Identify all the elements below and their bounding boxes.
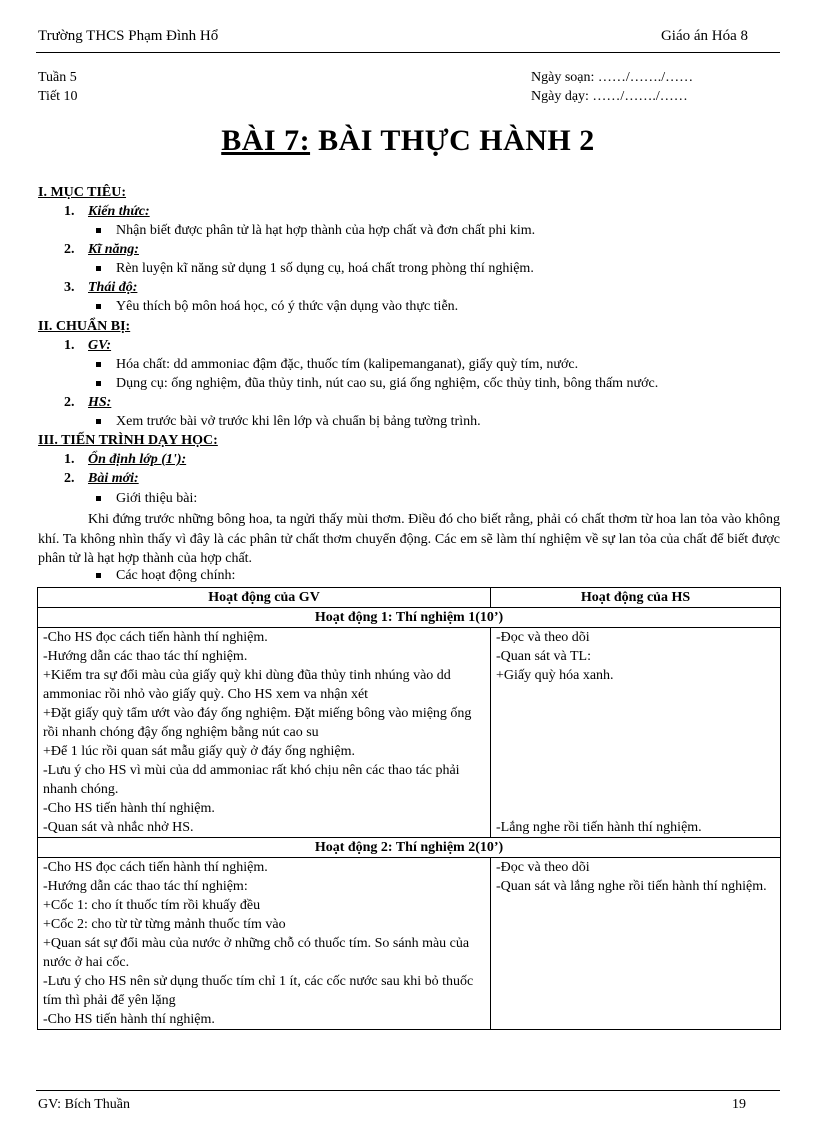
section-preparation: II. CHUẨN BỊ: (38, 319, 131, 334)
sub-class-order: 1. Ổn định lớp (1'): (64, 452, 187, 467)
activities-table (37, 587, 781, 1030)
list-item: -Hướng dẫn các thao tác thí nghiệm: (43, 879, 248, 894)
list-item: +Đặt giấy quỳ tẩm ướt vào đáy ống nghiệm. Đặt miếng bông vào miệng ống rồi nhanh chóng đậy ống nghiệm bằng nút cao su (43, 706, 472, 740)
list-item: +Để 1 lúc rồi quan sát mẫu giấy quỳ ở đáy ống nghiệm. (43, 744, 355, 759)
footer-divider (36, 1090, 780, 1091)
list-item: +Cốc 2: cho từ từ từng mảnh thuốc tím vào (43, 917, 286, 932)
main-activities-label: Các hoạt động chính: (116, 568, 236, 583)
section-process: III. TIẾN TRÌNH DẠY HỌC: (38, 433, 218, 448)
activity-1-gv-cell (38, 628, 491, 838)
list-item: -Quan sát và TL: (496, 649, 591, 664)
sub-new-lesson: 2. Bài mới: (64, 471, 139, 486)
activity-1-title: Hoạt động 1: Thí nghiệm 1(10’) (38, 608, 781, 628)
activity-title-row (38, 608, 781, 628)
sub-hs: 2. HS: (64, 395, 112, 410)
activity-1-hs-cell (491, 628, 781, 838)
table-header-row (38, 588, 781, 608)
gv-item-tools: Dụng cụ: ống nghiệm, đũa thủy tinh, nút cao su, giá ống nghiệm, cốc thủy tinh, bông thấm nước. (116, 376, 659, 391)
list-item: -Lưu ý cho HS nên sử dụng thuốc tím chỉ 1 ít, các cốc nước sau khi bỏ thuốc tím thì phải để yên lặng (43, 974, 474, 1008)
list-item: -Đọc và theo dõi (496, 860, 590, 875)
lesson-number: BÀI 7: (221, 124, 311, 157)
activity-row (38, 628, 781, 838)
gv-item-chemicals: Hóa chất: dd ammoniac đậm đặc, thuốc tím (kalipemanganat), giấy quỳ tím, nước. (116, 357, 579, 372)
list-item: -Quan sát và nhắc nhở HS. (43, 820, 194, 835)
list-item: -Cho HS tiến hành thí nghiệm. (43, 1012, 215, 1027)
col-header-hs: Hoạt động của HS (491, 588, 781, 608)
page-number: 19 (732, 1097, 746, 1112)
list-item: -Đọc và theo dõi (496, 630, 590, 645)
header-subject: Giáo án Hóa 8 (660, 28, 748, 44)
list-item: -Hướng dẫn các thao tác thí nghiệm. (43, 649, 248, 664)
period: Tiết 10 (38, 89, 78, 104)
teach-date: Ngày dạy: ……/……./…… (531, 89, 688, 104)
prep-date: Ngày soạn: ……/……./…… (531, 70, 694, 85)
col-header-gv: Hoạt động của GV (38, 588, 491, 608)
week: Tuần 5 (38, 70, 77, 85)
list-item: -Quan sát và lắng nghe rồi tiến hành thí nghiệm. (496, 879, 767, 894)
lesson-name: BÀI THỰC HÀNH 2 (318, 124, 595, 157)
list-item: +Quan sát sự đổi màu của nước ở những chỗ có thuốc tím. So sánh màu của nước ở hai cốc. (43, 936, 470, 970)
list-item: +Giấy quỳ hóa xanh. (496, 668, 614, 683)
activity-row (38, 858, 781, 1030)
list-item: +Cốc 1: cho ít thuốc tím rồi khuấy đều (43, 898, 261, 913)
list-item: -Cho HS tiến hành thí nghiệm. (43, 801, 215, 816)
list-item: -Cho HS đọc cách tiến hành thí nghiệm. (43, 630, 268, 645)
sub-knowledge: 1. Kiến thức: (64, 204, 150, 219)
section-objectives: I. MỤC TIÊU: (38, 185, 127, 200)
activity-title-row (38, 838, 781, 858)
intro-label: Giới thiệu bài: (116, 491, 198, 506)
sub-gv: 1. GV: (64, 338, 112, 353)
list-item: +Kiểm tra sự đổi màu của giấy quỳ khi dùng đũa thủy tinh nhúng vào dd ammoniac rồi nhỏ vào giấy quỳ. Cho HS xem va nhận xét (43, 668, 451, 702)
activity-2-hs-cell (491, 858, 781, 1030)
list-item: -Cho HS đọc cách tiến hành thí nghiệm. (43, 860, 268, 875)
lesson-title (0, 124, 816, 158)
footer-teacher: GV: Bích Thuần (38, 1097, 131, 1112)
header-school: Trường THCS Phạm Đình Hổ (38, 28, 219, 44)
activity-2-gv-cell (38, 858, 491, 1030)
list-item: -Lắng nghe rồi tiến hành thí nghiệm. (496, 820, 702, 835)
sub-skills: 2. Kĩ năng: (64, 242, 139, 257)
header-divider (36, 52, 780, 53)
sub-attitude: 3. Thái độ: (64, 280, 138, 295)
knowledge-item: Nhận biết được phân tử là hạt hợp thành của hợp chất và đơn chất phi kim. (116, 223, 536, 238)
hs-item: Xem trước bài vở trước khi lên lớp và chuẩn bị bảng tường trình. (116, 414, 481, 429)
list-item: -Lưu ý cho HS vì mùi của dd ammoniac rất khó chịu nên các thao tác phải nhanh chóng. (43, 763, 460, 797)
attitude-item: Yêu thích bộ môn hoá học, có ý thức vận dụng vào thực tiễn. (116, 299, 459, 314)
skills-item: Rèn luyện kĩ năng sử dụng 1 số dụng cụ, hoá chất trong phòng thí nghiệm. (116, 261, 534, 276)
intro-paragraph: Khi đứng trước những bông hoa, ta ngửi thấy mùi thơm. Điều đó cho biết rằng, phải có chất thơm từ hoa lan tỏa vào không khí. Ta không nhìn thấy vì đây là các phân tử chất thơm chuyển động. Các em sẽ làm thí nghiệm về sự lan tỏa của chất để biết được phân tử là hạt hợp thành của hợp chất. (38, 512, 780, 566)
activity-2-title: Hoạt động 2: Thí nghiệm 2(10’) (38, 838, 781, 858)
